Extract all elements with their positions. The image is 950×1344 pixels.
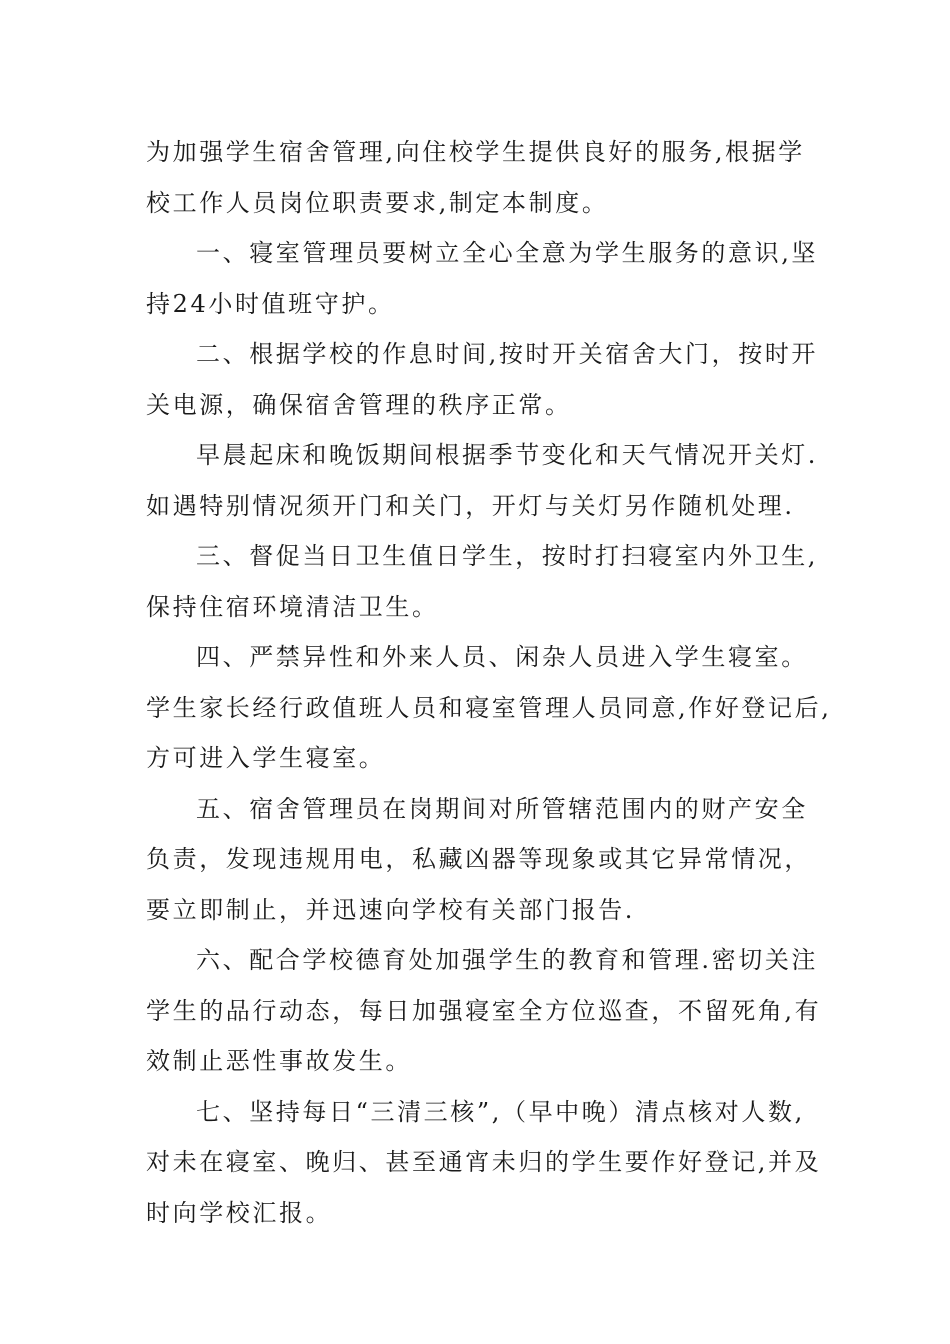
text-line: 持24小时值班守护。 bbox=[146, 289, 395, 318]
text-line: 时向学校汇报。 bbox=[146, 1198, 333, 1227]
text-line: 效制止恶性事故发生。 bbox=[146, 1047, 412, 1075]
text-line: 三、督促当日卫生值日学生，按时打扫寝室内外卫生, bbox=[196, 542, 819, 570]
text-line: 学生的品行动态，每日加强寝室全方位巡查，不留死角,有 bbox=[146, 996, 822, 1025]
text-line: 五、宿舍管理员在岗期间对所管辖范围内的财产安全 bbox=[196, 794, 808, 823]
text-line: 二、根据学校的作息时间,按时开关宿舍大门，按时开 bbox=[196, 340, 819, 368]
text-line: 四、严禁异性和外来人员、闲杂人员进入学生寝室。 bbox=[196, 643, 808, 671]
text-line: 方可进入学生寝室。 bbox=[146, 744, 386, 772]
text-line: 学生家长经行政值班人员和寝室管理人员同意,作好登记后, bbox=[146, 693, 832, 722]
text-line: 对未在寝室、晚归、甚至通宵未归的学生要作好登记,并及 bbox=[146, 1148, 822, 1176]
text-line: 七、坚持每日“三清三核”,（早中晚）清点核对人数, bbox=[196, 1097, 805, 1126]
text-line: 一、寝室管理员要树立全心全意为学生服务的意识,坚 bbox=[196, 239, 819, 267]
text-line: 早晨起床和晚饭期间根据季节变化和天气情况开关灯. bbox=[196, 441, 819, 469]
text-line: 关电源，确保宿舍管理的秩序正常。 bbox=[146, 390, 572, 419]
text-line: 要立即制止，并迅速向学校有关部门报告. bbox=[146, 895, 636, 924]
text-line: 校工作人员岗位职责要求,制定本制度。 bbox=[146, 188, 609, 217]
text-line: 六、配合学校德育处加强学生的教育和管理.密切关注 bbox=[196, 946, 819, 974]
text-line: 为加强学生宿舍管理,向住校学生提供良好的服务,根据学 bbox=[146, 138, 805, 166]
text-line: 保持住宿环境清洁卫生。 bbox=[146, 592, 439, 621]
document-body bbox=[146, 127, 832, 1238]
text-line: 负责，发现违规用电，私藏凶器等现象或其它异常情况， bbox=[146, 845, 811, 873]
text-line: 如遇特别情况须开门和关门，开灯与关灯另作随机处理. bbox=[146, 491, 795, 520]
